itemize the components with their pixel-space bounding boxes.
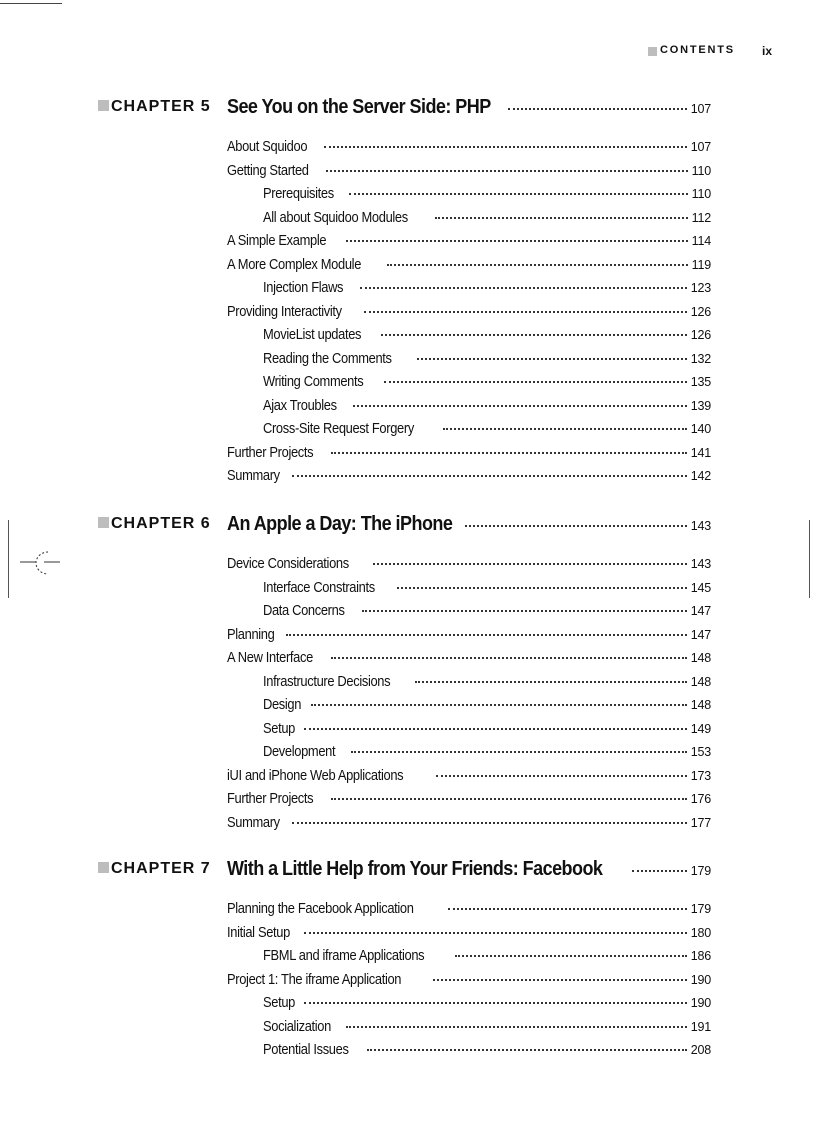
chapter-label-text: CHAPTER 5 <box>111 98 211 115</box>
toc-section-entry[interactable] <box>227 649 711 669</box>
entry-page-number: 141 <box>690 445 711 460</box>
entry-page-number: 176 <box>690 792 711 806</box>
toc-section-entry[interactable] <box>227 555 711 575</box>
dot-leader <box>331 452 686 454</box>
entry-page-number: 180 <box>690 925 711 940</box>
entry-title: Injection Flaws <box>263 279 344 296</box>
entry-page-number: 186 <box>690 949 711 963</box>
entry-page-number: 135 <box>690 375 711 389</box>
chapter-title-entry[interactable] <box>227 513 711 539</box>
entry-page-number: 149 <box>690 721 711 736</box>
toc-subsection-entry[interactable] <box>263 326 711 346</box>
entry-page-number: 190 <box>690 972 711 987</box>
dot-leader <box>415 681 687 683</box>
dot-leader <box>360 287 687 289</box>
entry-page-number: 208 <box>690 1043 711 1057</box>
entry-title: Reading the Comments <box>263 349 392 367</box>
dot-leader <box>346 1026 687 1028</box>
entry-title: Device Considerations <box>227 555 349 572</box>
toc-subsection-entry[interactable] <box>263 1041 711 1061</box>
entry-title: Initial Setup <box>227 923 290 941</box>
dot-leader <box>362 610 687 612</box>
entry-title: Potential Issues <box>263 1041 349 1058</box>
dot-leader <box>286 634 687 636</box>
entry-title: Setup <box>263 719 295 737</box>
entry-page-number: 147 <box>690 604 711 618</box>
dot-leader <box>346 240 687 242</box>
toc-section-entry[interactable] <box>227 767 711 787</box>
dot-leader <box>465 525 686 527</box>
chapter-label-text: CHAPTER 7 <box>111 860 211 877</box>
entry-page-number: 153 <box>690 745 711 759</box>
entry-page-number: 148 <box>690 651 711 665</box>
dot-leader <box>508 108 687 110</box>
entry-title: A Simple Example <box>227 232 327 249</box>
dot-leader <box>397 587 687 589</box>
toc-subsection-entry[interactable] <box>263 994 711 1014</box>
toc-subsection-entry[interactable] <box>263 579 711 599</box>
toc-subsection-entry[interactable] <box>263 209 711 229</box>
dot-leader <box>331 657 687 659</box>
entry-page-number: 148 <box>690 674 711 689</box>
dot-leader <box>353 405 687 407</box>
toc-subsection-entry[interactable] <box>263 185 711 205</box>
entry-page-number: 132 <box>690 351 711 366</box>
entry-page-number: 126 <box>690 328 711 342</box>
dot-leader <box>311 704 686 706</box>
entry-title: Summary <box>227 813 280 831</box>
toc-section-entry[interactable] <box>227 790 711 810</box>
toc-section-entry[interactable] <box>227 232 711 252</box>
dot-leader <box>455 955 687 957</box>
dot-leader <box>443 428 687 430</box>
entry-page-number: 148 <box>690 698 711 712</box>
chapter-marker-icon <box>98 862 109 873</box>
dot-leader <box>292 475 686 477</box>
dot-leader <box>435 217 687 219</box>
toc-section-entry[interactable] <box>227 467 711 487</box>
dot-leader <box>381 334 687 336</box>
toc-section-entry[interactable] <box>227 971 711 991</box>
entry-title: FBML and iframe Applications <box>263 947 425 964</box>
chapter-label <box>98 515 211 533</box>
entry-title: Prerequisites <box>263 185 334 202</box>
chapter-page-number: 107 <box>690 102 711 116</box>
entry-title: iUI and iPhone Web Applications <box>227 766 404 784</box>
entry-title: Planning <box>227 625 275 643</box>
entry-page-number: 142 <box>690 469 711 483</box>
dot-leader <box>349 193 687 195</box>
chapter-marker-icon <box>98 100 109 111</box>
toc-section-entry[interactable] <box>227 814 711 834</box>
toc-section-entry[interactable] <box>227 303 711 323</box>
dot-leader <box>292 822 686 824</box>
entry-page-number: 177 <box>690 815 711 830</box>
dot-leader <box>351 751 687 753</box>
chapter-marker-icon <box>98 517 109 528</box>
toc-subsection-entry[interactable] <box>263 373 711 393</box>
toc-subsection-entry[interactable] <box>263 1018 711 1038</box>
crop-mark-right <box>809 520 810 598</box>
entry-page-number: 119 <box>691 257 711 272</box>
entry-title: Socialization <box>263 1017 331 1035</box>
toc-subsection-entry[interactable] <box>263 720 711 740</box>
entry-page-number: 112 <box>691 210 711 225</box>
dot-leader <box>387 264 688 266</box>
chapter-title: See You on the Server Side: PHP <box>227 96 491 118</box>
entry-title: Planning the Facebook Application <box>227 900 414 917</box>
chapter-title: An Apple a Day: The iPhone <box>227 513 453 535</box>
entry-page-number: 139 <box>690 398 711 413</box>
toc-subsection-entry[interactable] <box>263 743 711 763</box>
page-number: ix <box>762 44 773 58</box>
chapter-page-number: 179 <box>690 864 711 878</box>
toc-subsection-entry[interactable] <box>263 602 711 622</box>
chapter-title-entry[interactable] <box>227 858 711 884</box>
chapter-page-number: 143 <box>690 519 711 533</box>
entry-page-number: 179 <box>690 902 711 916</box>
dot-leader <box>304 932 687 934</box>
toc-subsection-entry[interactable] <box>263 947 711 967</box>
entry-title: Interface Constraints <box>263 578 375 596</box>
entry-title: Development <box>263 743 336 760</box>
entry-title: Design <box>263 696 302 713</box>
dot-leader <box>304 1002 687 1004</box>
entry-title: Further Projects <box>227 790 314 807</box>
toc-section-entry[interactable] <box>227 138 711 158</box>
toc-subsection-entry[interactable] <box>263 397 711 417</box>
toc-section-entry[interactable] <box>227 256 711 276</box>
entry-page-number: 190 <box>690 996 711 1010</box>
entry-page-number: 191 <box>690 1019 711 1034</box>
registration-mark-icon <box>18 548 62 578</box>
entry-page-number: 110 <box>691 187 711 201</box>
entry-title: Writing Comments <box>263 373 364 390</box>
toc-subsection-entry[interactable] <box>263 696 711 716</box>
entry-page-number: 173 <box>690 768 711 783</box>
dot-leader <box>436 775 687 777</box>
toc-subsection-entry[interactable] <box>263 673 711 693</box>
dot-leader <box>448 908 687 910</box>
dot-leader <box>417 358 687 360</box>
toc-section-entry[interactable] <box>227 162 711 182</box>
dot-leader <box>632 870 687 872</box>
entry-page-number: 140 <box>690 422 711 436</box>
dot-leader <box>331 798 686 800</box>
entry-page-number: 107 <box>690 140 711 154</box>
dot-leader <box>304 728 687 730</box>
crop-mark-top <box>0 3 62 4</box>
dot-leader <box>364 311 686 313</box>
entry-title: A More Complex Module <box>227 255 362 273</box>
toc-section-entry[interactable] <box>227 924 711 944</box>
entry-page-number: 147 <box>690 627 711 642</box>
dot-leader <box>367 1049 687 1051</box>
entry-title: Summary <box>227 467 280 484</box>
dot-leader <box>326 170 688 172</box>
chapter-title: With a Little Help from Your Friends: Facebook <box>227 858 603 880</box>
running-header <box>0 44 816 60</box>
entry-title: Setup <box>263 994 295 1011</box>
entry-title: Further Projects <box>227 443 314 461</box>
chapter-label <box>98 860 211 878</box>
entry-title: About Squidoo <box>227 138 308 155</box>
entry-title: Getting Started <box>227 161 309 179</box>
toc-subsection-entry[interactable] <box>263 279 711 299</box>
header-marker-icon <box>648 47 657 56</box>
entry-title: Project 1: The iframe Application <box>227 970 402 988</box>
toc-section-entry[interactable] <box>227 444 711 464</box>
section-label: CONTENTS <box>660 44 735 56</box>
dot-leader <box>324 146 687 148</box>
entry-page-number: 123 <box>690 281 711 295</box>
entry-title: Providing Interactivity <box>227 302 342 320</box>
dot-leader <box>384 381 687 383</box>
entry-title: Infrastructure Decisions <box>263 672 391 690</box>
toc-subsection-entry[interactable] <box>263 420 711 440</box>
entry-title: A New Interface <box>227 649 313 666</box>
dot-leader <box>373 563 687 565</box>
entry-title: All about Squidoo Modules <box>263 208 408 226</box>
entry-page-number: 110 <box>691 163 711 178</box>
toc-section-entry[interactable] <box>227 626 711 646</box>
dot-leader <box>433 979 686 981</box>
crop-mark-left <box>8 520 9 598</box>
entry-title: MovieList updates <box>263 326 362 343</box>
entry-title: Cross-Site Request Forgery <box>263 420 414 437</box>
entry-page-number: 114 <box>691 234 711 248</box>
entry-title: Data Concerns <box>263 602 345 619</box>
toc-section-entry[interactable] <box>227 900 711 920</box>
entry-title: Ajax Troubles <box>263 396 337 414</box>
entry-page-number: 126 <box>690 304 711 319</box>
entry-page-number: 143 <box>690 557 711 571</box>
chapter-label <box>98 98 211 116</box>
chapter-title-entry[interactable] <box>227 96 711 122</box>
entry-page-number: 145 <box>690 580 711 595</box>
chapter-label-text: CHAPTER 6 <box>111 515 211 532</box>
toc-subsection-entry[interactable] <box>263 350 711 370</box>
